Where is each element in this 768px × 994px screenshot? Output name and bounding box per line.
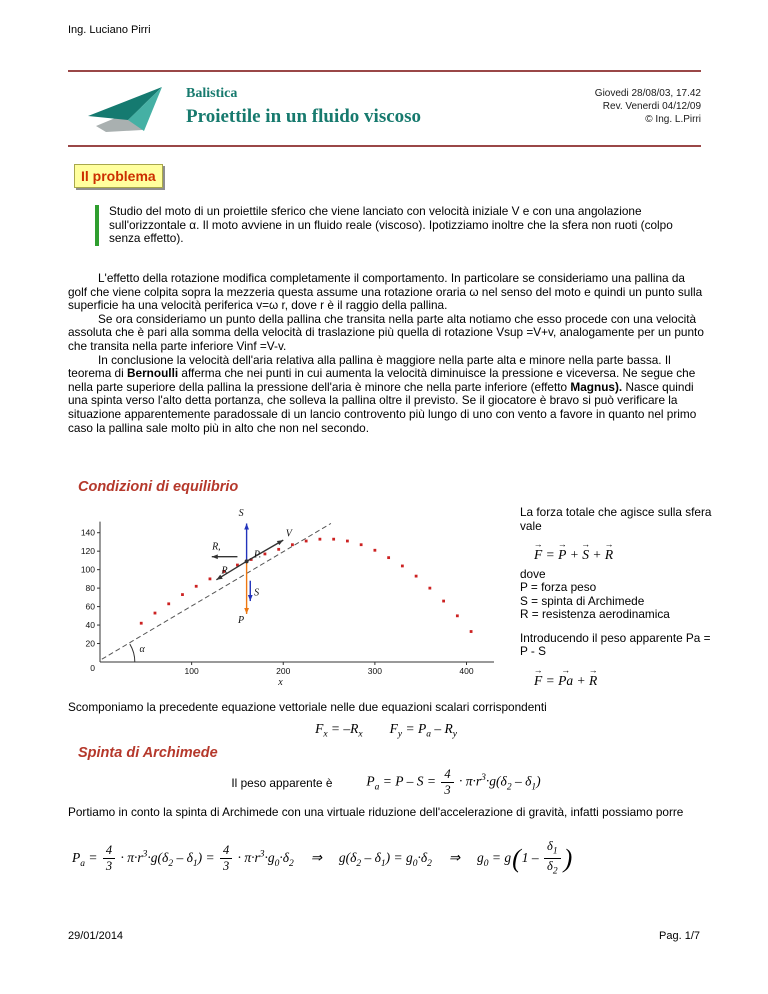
- header-rule-bottom: [68, 145, 701, 147]
- svg-text:140: 140: [80, 527, 95, 538]
- svg-text:120: 120: [80, 546, 95, 557]
- svg-text:100: 100: [80, 564, 95, 575]
- legend-resistenza: R = resistenza aerodinamica: [520, 607, 670, 621]
- apparent-weight-intro: Introducendo il peso apparente Pa = P - S: [520, 630, 711, 658]
- bernoulli-bold: Bernoulli: [127, 366, 179, 381]
- paragraph-3-text-b: afferma che nei punti in cui aumenta la velocità diminuisce la pressione e viceversa. Ne segue che nella parte superiore della pallina la pressione dell'aria è minore che nella parte inferiore (effetto: [68, 366, 696, 394]
- footer-page-number: Pag. 1/7: [659, 930, 700, 942]
- apparent-weight-row: [68, 768, 704, 797]
- magnus-bold: Magnus).: [570, 379, 623, 394]
- paper-plane-logo: [84, 84, 166, 143]
- paragraph-rotation-effect: L'effetto della rotazione modifica completamente il comportamento. In particolare se consideriamo una pallina da golf che viene colpita sopra la mezzeria questa assume una rotazione oraria ω nel senso del moto e quindi un punto sulla superficie ha una velocità periferica v=ω r, dove r è il raggio della pallina.: [68, 271, 703, 313]
- trajectory-chart: [70, 502, 502, 693]
- author-header: Ing. Luciano Pirri: [68, 24, 151, 36]
- svg-text:S: S: [254, 587, 260, 599]
- gravity-reduction-formula: $P_a$ = $\frac{4}{3}$ · $\pi\cdot r^3\cdot g(\delta_2 - \delta_1)$ = $\frac{4}{3}$ · $\pi\cdot r^3\cdot g_0\cdot\delta_2$ ⇒ $g(\delta_2 - \delta_1) = g_0\cdot\delta_2$ ⇒ $g_0 = g(1$ – $\frac{\delta_1}{\delta_2}$ ): [72, 839, 573, 877]
- svg-text:40: 40: [85, 620, 95, 631]
- section-badge-il-problema: Il problema: [74, 164, 163, 188]
- legend-spinta: S = spinta di Archimede: [520, 593, 645, 608]
- legend-peso: P = forza peso: [520, 580, 597, 594]
- svg-text:400: 400: [459, 666, 474, 676]
- apparent-force-vector-equation: → F = → Pa + → R: [533, 664, 598, 688]
- dove-label: dove: [520, 566, 546, 581]
- paragraph-3-text-a: In conclusione la velocità dell'aria relativa alla pallina è maggiore nella parte alta e minore nella parte bassa. Il teorema di: [68, 352, 671, 381]
- svg-text:R: R: [221, 565, 228, 577]
- paragraph-3-text-c: Nasce quindi una spinta verso l'alto detta portanza, che solleva la pallina oltre il previsto. Se il giocatore è bravo si può verificare la situazione apparentemente paradossale di un lancio controvento più lungo di uno con vento a favore in quanto nel primo caso la pallina sale molto più in alto che non nel secondo.: [68, 379, 697, 435]
- trajectory-plot: [70, 502, 502, 688]
- body-text: [68, 272, 704, 435]
- total-force-vector-equation: → F = → P + → S + → R: [533, 539, 614, 562]
- svg-text:200: 200: [276, 666, 291, 676]
- document-meta: [595, 87, 701, 126]
- paragraph-velocity: Se ora consideriamo un punto della pallina che transita nella parte alta notiamo che esso procede con una velocità assoluta che è pari alla somma della velocità di traslazione più quella di rotazione Vsup =V+v, analogamente per un punto che transita nella parte inferiore Vinf =V-v.: [68, 311, 704, 353]
- svg-text:P.: P.: [253, 549, 262, 561]
- svg-text:S: S: [238, 508, 244, 520]
- scalar-equations: $F_x = -R_x$ $F_y = P_a - R_y$: [315, 721, 457, 740]
- svg-text:V: V: [285, 528, 292, 540]
- paragraph-gravity-reduction: Portiamo in conto la spinta di Archimede con una virtuale riduzione dell'accelerazione di gravità, infatti possiamo porre: [68, 805, 684, 819]
- page-title: Proiettile in un fluido viscoso: [186, 106, 422, 127]
- footer-date: 29/01/2014: [68, 930, 124, 942]
- svg-text:60: 60: [85, 601, 95, 612]
- svg-text:80: 80: [85, 583, 95, 594]
- heading-spinta-di-archimede: Spinta di Archimede: [78, 745, 218, 761]
- svg-text:P: P: [238, 615, 245, 627]
- meta-revision: Rev. Venerdi 04/12/09: [602, 101, 701, 112]
- heading-condizioni-di-equilibrio: Condizioni di equilibrio: [78, 479, 239, 495]
- svg-text:α: α: [139, 643, 145, 655]
- apparent-weight-label: Il peso apparente è: [231, 775, 333, 790]
- svg-text:300: 300: [367, 666, 382, 676]
- svg-text:100: 100: [184, 666, 199, 676]
- svg-text:R,: R,: [212, 541, 221, 553]
- svg-text:20: 20: [85, 638, 95, 649]
- meta-copyright: © Ing. L.Pirri: [645, 114, 701, 125]
- meta-date: Giovedi 28/08/03, 17.42: [594, 88, 701, 99]
- svg-text:0: 0: [90, 663, 95, 673]
- apparent-weight-formula: $P_a = P - S$ = $\frac{4}{3}$ · $\pi\cdot r^3\cdot g(\delta_2 - \delta_1)$: [366, 767, 541, 798]
- force-explanation-column: [520, 506, 712, 693]
- svg-text:x: x: [278, 677, 283, 688]
- category-label: Balistica: [186, 86, 238, 101]
- scalar-equations-intro: Scomponiamo la precedente equazione vettoriale nelle due equazioni scalari corrispondenti: [68, 700, 547, 714]
- problem-statement-quote: Studio del moto di un proiettile sferico che viene lanciato con velocità iniziale V e con una angolazione sull'orizzontale α. Il moto avviene in un fluido reale (viscoso). Ipotizziamo inoltre che la sfera non ruoti (colpo senza effetto).: [95, 205, 707, 246]
- paper-plane-logo-graphic: [84, 84, 166, 138]
- paragraph-bernoulli-magnus: [68, 354, 704, 436]
- header-rule-top: [68, 70, 701, 72]
- force-intro-text: La forza totale che agisce sulla sfera vale: [520, 505, 712, 533]
